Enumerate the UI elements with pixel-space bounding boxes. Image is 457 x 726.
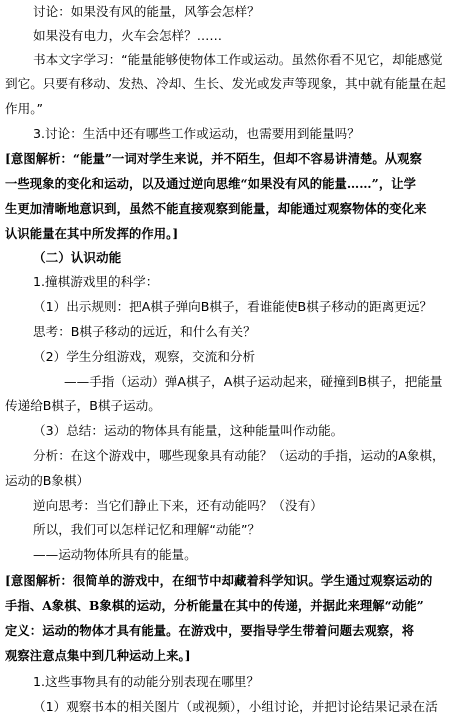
text-line: 分析：在这个游戏中，哪些现象具有动能？（运动的手指，运动的A象棋， bbox=[33, 448, 445, 463]
intent-note-line: 认识能量在其中所发挥的作用。] bbox=[5, 226, 179, 241]
text-line: 1.这些事物具有的动能分别表现在哪里？ bbox=[33, 674, 260, 689]
text-line: 3.讨论：生活中还有哪些工作或运动，也需要用到能量吗？ bbox=[33, 126, 360, 141]
text-line: 传递给B棋子，B棋子运动。 bbox=[5, 398, 161, 413]
intent-note-line: [意图解析：“能量”一词对学生来说，并不陌生，但却不容易讲清楚。从观察 bbox=[5, 151, 422, 166]
text-line: （2）学生分组游戏，观察，交流和分析 bbox=[33, 349, 256, 364]
text-line: （1）观察书本的相关图片（或视频），小组讨论，并把讨论结果记录在活 bbox=[33, 699, 438, 714]
text-line: 作用。” bbox=[5, 101, 44, 116]
text-line: （3）总结：运动的物体具有能量，这种能量叫作动能。 bbox=[33, 423, 344, 438]
intent-note-line: 定义：运动的物体才具有能量。在游戏中，要指导学生带着问题去观察，将 bbox=[5, 623, 415, 638]
intent-note-line: [意图解析：很简单的游戏中，在细节中却藏着科学知识。学生通过观察运动的 bbox=[5, 573, 433, 588]
text-line: 运动的B象棋） bbox=[5, 473, 90, 488]
text-line: 如果没有电力，火车会怎样？…… bbox=[33, 28, 222, 43]
text-line: ——手指（运动）弹A棋子，A棋子运动起来，碰撞到B棋子，把能量 bbox=[64, 374, 443, 389]
text-line: 到它。只要有移动、发热、冷却、生长、发光或发声等现象，其中就有能量在起 bbox=[5, 76, 446, 91]
intent-note-line: 一些现象的变化和运动，以及通过逆向思维“如果没有风的能量……”，让学 bbox=[5, 176, 417, 191]
intent-note-line: 观察注意点集中到几种运动上来。] bbox=[5, 648, 191, 663]
text-line: 所以，我们可以怎样记忆和理解“动能”？ bbox=[33, 522, 261, 537]
text-line: 书本文字学习：“能量能够使物体工作或运动。虽然你看不见它，却能感觉 bbox=[33, 52, 443, 67]
text-line: 1.撞棋游戏里的科学： bbox=[33, 274, 159, 289]
intent-note-line: 手指、A象棋、B象棋的运动，分析能量在其中的传递，并据此来理解“动能” bbox=[5, 598, 424, 613]
text-line: （1）出示规则：把A棋子弹向B棋子，看谁能使B棋子移动的距离更远？ bbox=[33, 299, 433, 314]
text-line: 讨论：如果没有风的能量，风筝会怎样？ bbox=[33, 4, 260, 19]
section-heading: （二）认识动能 bbox=[33, 250, 122, 265]
text-line: 思考：B棋子移动的远近，和什么有关？ bbox=[33, 324, 256, 339]
text-line: ——运动物体所具有的能量。 bbox=[33, 547, 197, 562]
intent-note-line: 生更加清晰地意识到，虽然不能直接观察到能量，却能通过观察物体的变化来 bbox=[5, 201, 427, 216]
text-line: 逆向思考：当它们静止下来，还有动能吗？（没有） bbox=[33, 498, 323, 513]
